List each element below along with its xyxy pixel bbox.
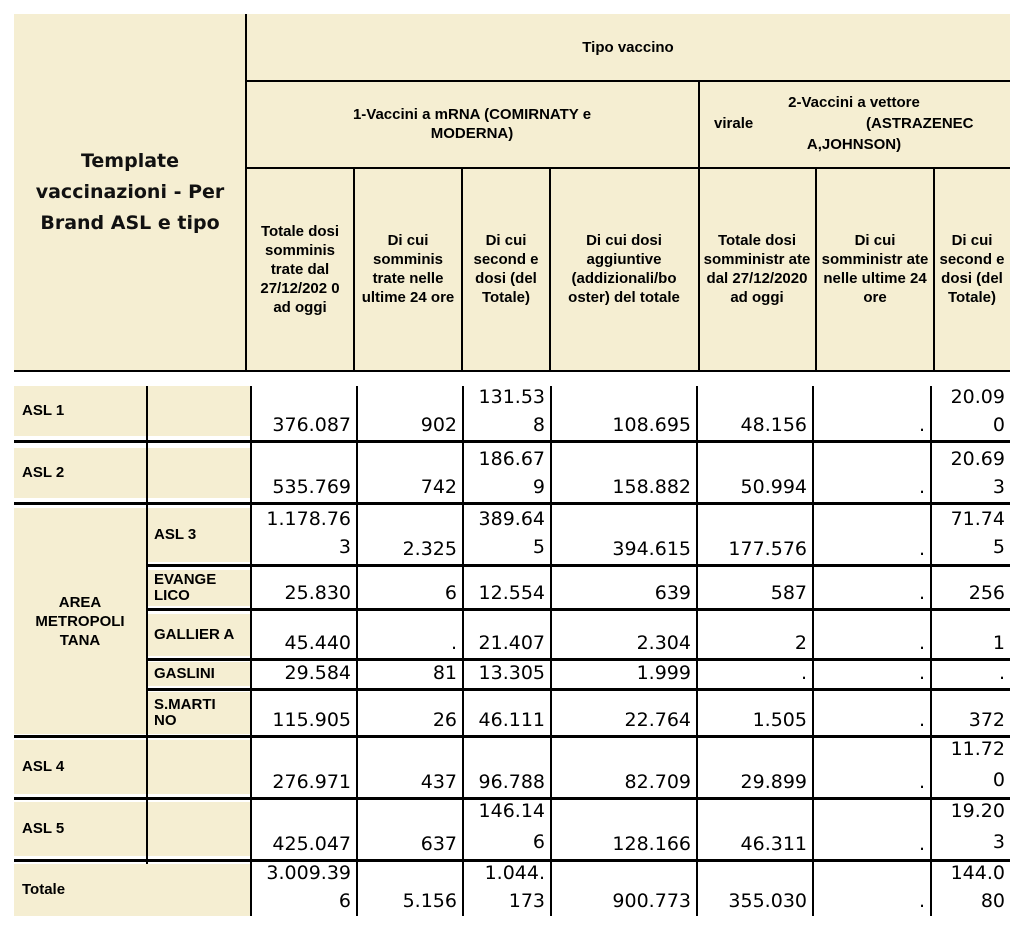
cell-value-part: 3 (992, 476, 1005, 498)
table-cell (464, 505, 550, 561)
cell-value: 437 (420, 771, 457, 793)
table-cell (698, 568, 812, 608)
table-cell (814, 691, 930, 735)
column-header-totale-vettore: Totale dosi somministr ate dal 27/12/2020 ad oggi (698, 168, 816, 370)
cell-value-part: 144.0 (950, 862, 1005, 884)
row-label-galliera: GALLIER A (146, 614, 250, 656)
cell-value-part: 5 (992, 536, 1005, 558)
cell-value-part: 1.044. (484, 862, 545, 884)
table-cell (358, 386, 462, 440)
table-cell (358, 738, 462, 797)
header-divider (245, 14, 247, 372)
table-cell (552, 448, 696, 502)
cell-value: 639 (654, 582, 691, 604)
table-cell (698, 386, 812, 440)
header-divider (353, 168, 355, 372)
cell-value: 276.971 (272, 771, 351, 793)
column-divider (146, 386, 148, 864)
row-label-asl2: ASL 2 (14, 448, 146, 498)
row-divider (14, 440, 1010, 443)
cell-value: 21.407 (478, 632, 545, 654)
table-cell (814, 661, 930, 688)
table-cell (552, 691, 696, 735)
cell-value: 82.709 (624, 771, 691, 793)
header-divider (461, 168, 463, 372)
cell-value: 355.030 (728, 890, 807, 912)
table-cell (698, 691, 812, 735)
table-cell (814, 508, 930, 564)
cell-value-part: 3 (338, 536, 351, 558)
table-cell (358, 448, 462, 502)
table-cell (358, 661, 462, 688)
header-group-vettore-line2-right: (ASTRAZENEC (866, 115, 974, 132)
table-cell (932, 797, 1010, 856)
table-cell (464, 383, 550, 437)
row-divider (146, 564, 1010, 567)
table-cell (358, 691, 462, 735)
cell-value: 46.311 (740, 833, 807, 855)
table-cell (814, 862, 930, 916)
cell-value: 115.905 (272, 709, 351, 731)
cell-value: 6 (444, 582, 457, 604)
table-cell (552, 738, 696, 797)
cell-value-part: 1.178.76 (266, 508, 351, 530)
table-cell (252, 738, 356, 797)
cell-value-part: 20.09 (950, 386, 1005, 408)
cell-value: . (918, 662, 925, 684)
header-divider (698, 80, 700, 372)
table-cell (358, 862, 462, 916)
table-cell (814, 448, 930, 502)
cell-value: 637 (420, 833, 457, 855)
header-group-vettore-line3: A,JOHNSON) (806, 136, 902, 153)
table-cell (814, 611, 930, 658)
cell-value: . (450, 632, 457, 654)
cell-value: 425.047 (272, 833, 351, 855)
column-header-ultime24-mrna: Di cui somminis trate nelle ultime 24 ore (354, 168, 462, 370)
header-divider (246, 80, 1010, 82)
cell-value: . (918, 890, 925, 912)
cell-value: 108.695 (612, 414, 691, 436)
cell-value: 1 (992, 632, 1005, 654)
column-header-totale-mrna: Totale dosi somminis trate dal 27/12/202 0 ad oggi (246, 168, 354, 370)
cell-value: 96.788 (478, 771, 545, 793)
table-cell (358, 508, 462, 564)
table-cell (464, 738, 550, 797)
cell-value: 587 (770, 582, 807, 604)
cell-value-part: 186.67 (478, 448, 545, 470)
cell-value: . (918, 538, 925, 560)
cell-value: 742 (420, 476, 457, 498)
table-cell (698, 508, 812, 564)
cell-value: 902 (420, 414, 457, 436)
row-label-empty (146, 448, 250, 498)
table-cell (814, 568, 930, 608)
cell-value: 394.615 (612, 538, 691, 560)
header-group-vettore-line1: 2-Vaccini a vettore (788, 94, 920, 111)
row-label-empty (146, 740, 250, 794)
cell-value: . (918, 632, 925, 654)
cell-value: 29.584 (284, 662, 351, 684)
table-cell (464, 568, 550, 608)
cell-value-part: 80 (980, 890, 1005, 912)
cell-value-part: 5 (532, 536, 545, 558)
row-label-asl5: ASL 5 (14, 802, 146, 856)
table-cell (552, 661, 696, 688)
table-cell (252, 859, 356, 913)
column-header-seconde-mrna: Di cui second e dosi (del Totale) (462, 168, 550, 370)
cell-value: 177.576 (728, 538, 807, 560)
header-group-vettore (698, 80, 1010, 168)
cell-value-part: 0 (992, 414, 1005, 436)
header-tipo-vaccino: Tipo vaccino (246, 14, 1010, 80)
table-cell (932, 445, 1010, 499)
cell-value-part: 173 (508, 890, 545, 912)
cell-value: 22.764 (624, 709, 691, 731)
header-bottom-border (14, 370, 1010, 372)
header-divider (549, 168, 551, 372)
cell-value: 158.882 (612, 476, 691, 498)
table-title: Template vaccinazioni - Per Brand ASL e tipo (14, 14, 246, 370)
cell-value: 376.087 (272, 414, 351, 436)
header-divider (933, 168, 935, 372)
table-cell (932, 505, 1010, 561)
table-cell (464, 859, 550, 913)
cell-value: 46.111 (478, 709, 545, 731)
table-cell (464, 797, 550, 856)
cell-value-part: 20.69 (950, 448, 1005, 470)
table-cell (552, 386, 696, 440)
cell-value: 48.156 (740, 414, 807, 436)
cell-value: . (918, 476, 925, 498)
table-cell (464, 691, 550, 735)
table-cell (252, 386, 356, 440)
column-header-ultime24-vettore: Di cui somministr ate nelle ultime 24 ore (816, 168, 934, 370)
cell-value: 45.440 (284, 632, 351, 654)
cell-value: 2.325 (402, 538, 457, 560)
table-cell (698, 611, 812, 658)
cell-value: 1.999 (636, 662, 691, 684)
cell-value-part: 8 (532, 414, 545, 436)
cell-value-part: 131.53 (478, 386, 545, 408)
cell-value: 26 (432, 709, 457, 731)
table-cell (932, 735, 1010, 794)
row-label-evangelico: EVANGE LICO (146, 570, 250, 606)
table-cell (552, 611, 696, 658)
table-cell (698, 661, 812, 688)
table-cell (252, 661, 356, 688)
cell-value-part: 11.72 (950, 738, 1005, 760)
row-label-gaslini: GASLINI (146, 662, 250, 686)
row-label-empty (146, 802, 250, 856)
cell-value: . (800, 662, 807, 684)
cell-value: 50.994 (740, 476, 807, 498)
cell-value-part: 71.74 (950, 508, 1005, 530)
cell-value-part: 0 (992, 769, 1005, 791)
table-cell (814, 386, 930, 440)
row-label-asl4: ASL 4 (14, 740, 146, 794)
row-label-asl1: ASL 1 (14, 386, 146, 436)
cell-value: 5.156 (402, 890, 457, 912)
table-cell (932, 568, 1010, 608)
table-cell (252, 505, 356, 561)
cell-value: 13.305 (478, 662, 545, 684)
cell-value: 29.899 (740, 771, 807, 793)
cell-value: 256 (968, 582, 1005, 604)
table-cell (464, 611, 550, 658)
table-cell (252, 611, 356, 658)
table-cell (552, 800, 696, 859)
cell-value: . (918, 709, 925, 731)
cell-value: 12.554 (478, 582, 545, 604)
table-cell (552, 508, 696, 564)
table-cell (464, 661, 550, 688)
cell-value: . (918, 414, 925, 436)
row-label-empty (146, 386, 250, 436)
cell-value: 25.830 (284, 582, 351, 604)
cell-value-part: 6 (338, 890, 351, 912)
table-cell (464, 445, 550, 499)
table-cell (252, 691, 356, 735)
table-cell (252, 800, 356, 859)
row-label-area-metropolitana: AREA METROPOLI TANA (14, 508, 146, 734)
table-cell (698, 738, 812, 797)
cell-value-part: 9 (532, 476, 545, 498)
table-cell (698, 862, 812, 916)
table-cell (358, 568, 462, 608)
table-cell (814, 738, 930, 797)
table-cell (252, 568, 356, 608)
column-header-aggiuntive-mrna: Di cui dosi aggiuntive (addizionali/bo oster) del totale (550, 168, 698, 370)
cell-value: 2 (794, 632, 807, 654)
table-cell (252, 448, 356, 502)
cell-value: . (998, 662, 1005, 684)
cell-value-part: 3 (992, 831, 1005, 853)
table-cell (698, 800, 812, 859)
table-cell (552, 568, 696, 608)
cell-value-part: 3.009.39 (266, 862, 351, 884)
header-group-mrna: 1-Vaccini a mRNA (COMIRNATY e MODERNA) (246, 80, 698, 168)
cell-value-part: 146.14 (478, 800, 545, 822)
cell-value-part: 19.20 (950, 800, 1005, 822)
cell-value: 535.769 (272, 476, 351, 498)
table-cell (814, 800, 930, 859)
header-group-vettore-line2-left: virale (714, 115, 754, 132)
cell-value: 2.304 (636, 632, 691, 654)
header-divider (246, 167, 1010, 169)
table-cell (358, 611, 462, 658)
cell-value: 372 (968, 709, 1005, 731)
table-cell (358, 800, 462, 859)
table-cell (552, 862, 696, 916)
table-cell (932, 691, 1010, 735)
table-cell (698, 448, 812, 502)
cell-value: 1.505 (752, 709, 807, 731)
column-header-seconde-vettore: Di cui second e dosi (del Totale) (934, 168, 1010, 370)
cell-value: 81 (432, 662, 457, 684)
row-label-asl3: ASL 3 (146, 508, 250, 562)
cell-value: . (918, 582, 925, 604)
cell-value-part: 389.64 (478, 508, 545, 530)
table-cell (932, 661, 1010, 688)
table-cell (932, 383, 1010, 437)
cell-value: 128.166 (612, 833, 691, 855)
table-cell (932, 611, 1010, 658)
cell-value-part: 6 (532, 831, 545, 853)
cell-value: 900.773 (612, 890, 691, 912)
row-label-totale: Totale (14, 864, 250, 916)
header-divider (815, 168, 817, 372)
cell-value: . (918, 771, 925, 793)
cell-value: . (918, 833, 925, 855)
table-cell (932, 859, 1010, 913)
row-label-smartino: S.MARTI NO (146, 692, 250, 734)
